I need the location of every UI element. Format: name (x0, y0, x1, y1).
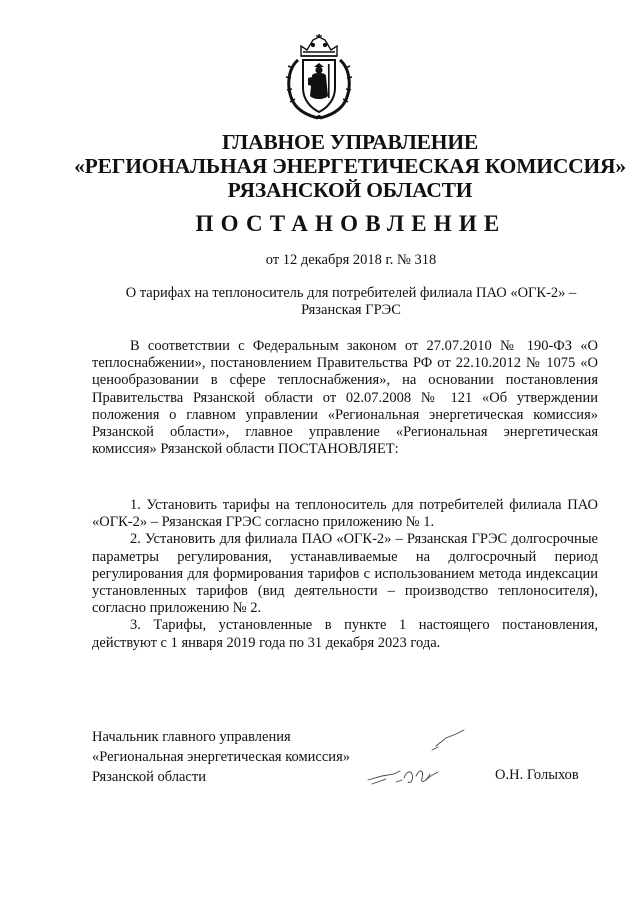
handwritten-signature (360, 722, 480, 792)
coat-of-arms-emblem (284, 34, 354, 120)
resolution-item-2: 2. Установить для филиала ПАО «ОГК-2» – Рязанская ГРЭС долгосрочные параметры регулирования, устанавливаемые на долгосрочный период регулирования для формирования тарифов с использованием метода индексации установленных тарифов (вид деятельности – производство теплоносителя), согласно приложению № 2. (92, 531, 598, 617)
crown-icon (301, 34, 337, 56)
resolution-items (92, 497, 598, 652)
signatory-position-line-2: «Региональная энергетическая комиссия» (92, 749, 350, 765)
resolution-item-1: 1. Установить тарифы на теплоноситель для потребителей филиала ПАО «ОГК-2» – Рязанская ГРЭС согласно приложению № 1. (92, 497, 598, 531)
signatory-position-line-3: Рязанской области (92, 769, 206, 785)
signatory-position (92, 727, 350, 787)
organization-title (60, 130, 640, 202)
resolution-item-3: 3. Тарифы, установленные в пункте 1 настоящего постановления, действуют с 1 января 2019 года по 31 декабря 2023 года. (92, 617, 598, 651)
signatory-name: О.Н. Голыхов (495, 767, 579, 783)
org-title-line-2: «РЕГИОНАЛЬНАЯ ЭНЕРГЕТИЧЕСКАЯ КОМИССИЯ» (74, 154, 626, 178)
preamble-paragraph: В соответствии с Федеральным законом от 27.07.2010 № 190-ФЗ «О теплоснабжении», постановлением Правительства РФ от 22.10.2012 № 1075 «О ценообразовании в сфере теплоснабжения», на основании постановления Правительства Рязанской области от 02.07.2008 № 121 «Об утверждении положения о главном управлении «Региональная энергетическая комиссия» Рязанской области», главное управление «Региональная энергетическая комиссия» Рязанской области ПОСТАНОВЛЯЕТ: (92, 338, 598, 458)
signatory-position-line-1: Начальник главного управления (92, 729, 291, 745)
subject-line-1: О тарифах на теплоноситель для потребителей филиала ПАО «ОГК-2» – (125, 285, 577, 301)
org-title-line-1: ГЛАВНОЕ УПРАВЛЕНИЕ (222, 130, 478, 154)
document-type-heading: ПОСТАНОВЛЕНИЕ (195, 211, 507, 236)
subject-line-2: Рязанская ГРЭС (301, 302, 401, 318)
org-title-line-3: РЯЗАНСКОЙ ОБЛАСТИ (227, 178, 473, 202)
document-subject (62, 285, 640, 319)
document-date-number: от 12 декабря 2018 г. № 318 (265, 252, 437, 268)
